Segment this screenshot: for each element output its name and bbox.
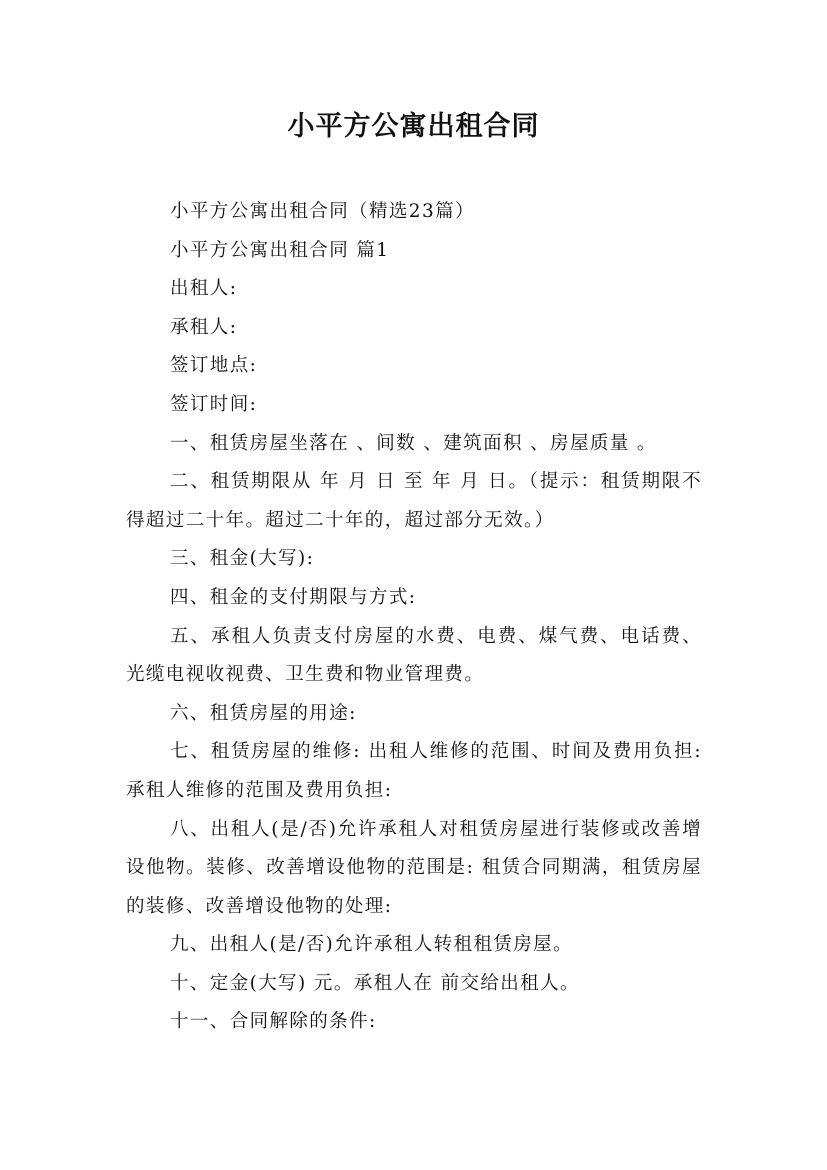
paragraph-lessee: 承租人: [170,316,238,338]
paragraph-clause-8: 八、出租人(是/否)允许承租人对租赁房屋进行装修或改善增设他物。装修、改善增设他物的范围是: 租赁合同期满，租赁房屋的装修、改善增设他物的处理: [126,818,702,917]
document-title: 小平方公寓出租合同 [287,111,540,142]
paragraph-clause-4: 四、租金的支付期限与方式: [170,586,417,608]
document-body [126,193,702,1042]
paragraph-clause-11: 十一、合同解除的条件: [170,1011,377,1033]
paragraph-clause-3: 三、租金(大写): [170,548,315,570]
paragraph-clause-6: 六、租赁房屋的用途: [170,702,357,724]
paragraph-lessor: 出租人: [170,278,238,300]
paragraph-signing-place: 签订地点: [170,355,258,377]
paragraph-clause-9: 九、出租人(是/否)允许承租人转租租赁房屋。 [170,934,573,956]
paragraph-heading: 小平方公寓出租合同（精选23篇） [170,201,475,222]
paragraph-clause-5: 五、承租人负责支付房屋的水费、电费、煤气费、电话费、光缆电视收视费、卫生费和物业管理费。 [126,625,702,686]
paragraph-signing-time: 签订时间: [170,393,258,415]
paragraph-section-title: 小平方公寓出租合同 篇1 [170,239,390,261]
paragraph-clause-10: 十、定金(大写) 元。承租人在 前交给出租人。 [170,972,580,994]
paragraph-clause-7: 七、租赁房屋的维修: 出租人维修的范围、时间及费用负担: 承租人维修的范围及费用负担: [126,741,702,801]
paragraph-clause-1: 一、租赁房屋坐落在 、间数 、建筑面积 、房屋质量 。 [170,432,657,454]
paragraph-clause-2: 二、租赁期限从 年 月 日 至 年 月 日。（提示：租赁期限不得超过二十年。超过二十年的，超过部分无效。） [126,471,702,531]
